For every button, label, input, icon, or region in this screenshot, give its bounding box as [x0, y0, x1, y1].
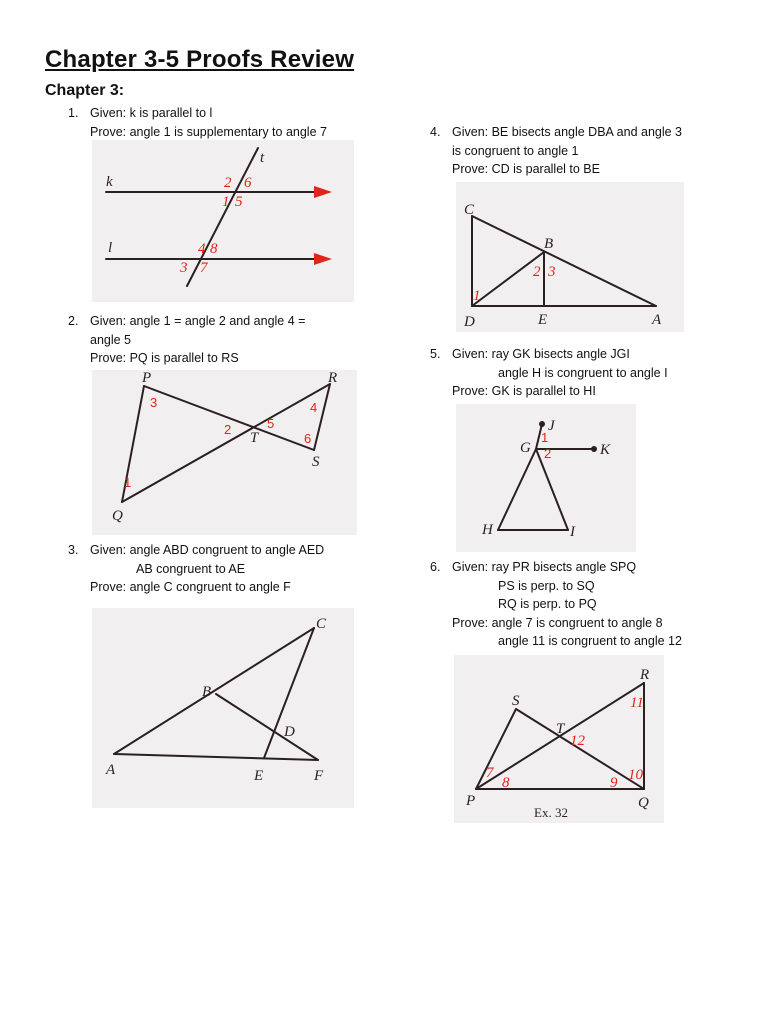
figure-4 — [456, 182, 684, 332]
angle-2: 2 — [224, 175, 232, 191]
label-t: t — [260, 150, 265, 166]
angle-3: 3 — [180, 260, 188, 276]
problem-number: 4. — [430, 125, 441, 139]
label-b: B — [544, 236, 554, 252]
problem-given-cont: angle H is congruent to angle I — [498, 365, 668, 380]
angle-3: 3 — [150, 395, 158, 410]
label-e: E — [254, 768, 264, 784]
problem-number: 6. — [430, 560, 441, 574]
figure-1 — [92, 140, 354, 302]
label-s: S — [312, 454, 320, 470]
angle-12: 12 — [570, 733, 585, 749]
label-f: F — [314, 768, 324, 784]
angle-1: 1 — [473, 288, 481, 304]
label-r: R — [328, 370, 338, 386]
figure-3 — [92, 608, 354, 808]
figure-background — [456, 182, 684, 332]
problem-number: 1. — [68, 106, 79, 120]
problem-2 — [68, 312, 306, 368]
problem-prove: Prove: angle C congruent to angle F — [90, 580, 291, 594]
problem-prove: Prove: CD is parallel to BE — [452, 162, 600, 176]
figure-2 — [92, 370, 357, 535]
label-s: S — [512, 693, 520, 709]
angle-1: 1 — [124, 475, 132, 490]
problem-given: Given: k is parallel to l — [90, 106, 213, 120]
problem-given: Given: angle 1 = angle 2 and angle 4 = — [90, 314, 306, 328]
label-a: A — [652, 312, 662, 328]
angle-2: 2 — [224, 422, 232, 437]
angle-4: 4 — [310, 400, 318, 415]
angle-7: 7 — [486, 765, 494, 781]
problem-number: 2. — [68, 314, 79, 328]
page-title: Chapter 3-5 Proofs Review — [45, 46, 355, 73]
chapter-heading: Chapter 3: — [45, 82, 125, 99]
angle-6: 6 — [304, 431, 312, 446]
angle-6: 6 — [244, 175, 252, 191]
problem-6 — [430, 558, 682, 651]
point-j — [539, 421, 545, 427]
label-a: A — [106, 762, 116, 778]
angle-2: 2 — [533, 264, 541, 280]
angle-5: 5 — [235, 194, 243, 210]
label-c: C — [464, 202, 475, 218]
problem-given-cont: is congruent to angle 1 — [452, 143, 579, 158]
label-q: Q — [112, 508, 123, 524]
problem-5 — [430, 345, 668, 401]
label-c: C — [316, 616, 327, 632]
label-p: P — [466, 793, 476, 809]
problem-prove: Prove: GK is parallel to HI — [452, 384, 596, 398]
label-r: R — [640, 667, 650, 683]
problem-given: Given: BE bisects angle DBA and angle 3 — [452, 125, 683, 139]
problem-4 — [430, 123, 683, 179]
label-k: k — [106, 174, 113, 190]
problem-prove-cont: angle 11 is congruent to angle 12 — [498, 634, 682, 648]
label-g: G — [520, 440, 531, 456]
problem-number: 5. — [430, 347, 441, 361]
angle-11: 11 — [630, 695, 644, 711]
angle-2: 2 — [544, 446, 552, 461]
label-d: D — [464, 314, 475, 330]
figure-background — [92, 140, 354, 302]
label-i: I — [570, 524, 575, 540]
label-j: J — [548, 418, 555, 434]
angle-1: 1 — [541, 430, 549, 445]
problem-given-cont: AB congruent to AE — [136, 561, 246, 576]
label-k: K — [600, 442, 611, 458]
label-q: Q — [638, 795, 649, 811]
figure-6 — [454, 655, 664, 823]
angle-9: 9 — [610, 775, 618, 791]
problem-prove: Prove: angle 1 is supplementary to angle 7 — [90, 124, 327, 139]
angle-8: 8 — [502, 775, 510, 791]
problem-given-cont: PS is perp. to SQ — [498, 578, 595, 593]
label-p: P — [142, 370, 152, 386]
problem-given: Given: ray PR bisects angle SPQ — [452, 560, 637, 574]
angle-4: 4 — [198, 241, 206, 257]
problem-given: Given: angle ABD congruent to angle AED — [90, 543, 325, 557]
angle-8: 8 — [210, 241, 218, 257]
problem-given-cont: RQ is perp. to PQ — [498, 597, 597, 611]
angle-10: 10 — [628, 767, 643, 783]
angle-1: 1 — [222, 194, 230, 210]
problem-prove: Prove: angle 7 is congruent to angle 8 — [452, 615, 663, 630]
problem-1 — [68, 104, 327, 141]
angle-3: 3 — [548, 264, 556, 280]
figure-caption: Ex. 32 — [534, 805, 568, 820]
figure-background — [454, 655, 664, 823]
problem-given-cont: angle 5 — [90, 332, 132, 347]
problem-number: 3. — [68, 543, 79, 557]
label-d: D — [284, 724, 295, 740]
angle-7: 7 — [200, 260, 208, 276]
label-h: H — [482, 522, 493, 538]
label-l: l — [108, 240, 113, 256]
angle-5: 5 — [267, 416, 275, 431]
problem-prove: Prove: PQ is parallel to RS — [90, 351, 239, 365]
problem-given: Given: ray GK bisects angle JGI — [452, 347, 630, 361]
figure-5 — [456, 404, 636, 552]
label-t: T — [250, 430, 259, 446]
label-b: B — [202, 684, 212, 700]
point-k — [591, 446, 597, 452]
problem-3 — [68, 541, 325, 597]
label-e: E — [538, 312, 548, 328]
label-t: T — [556, 721, 565, 737]
